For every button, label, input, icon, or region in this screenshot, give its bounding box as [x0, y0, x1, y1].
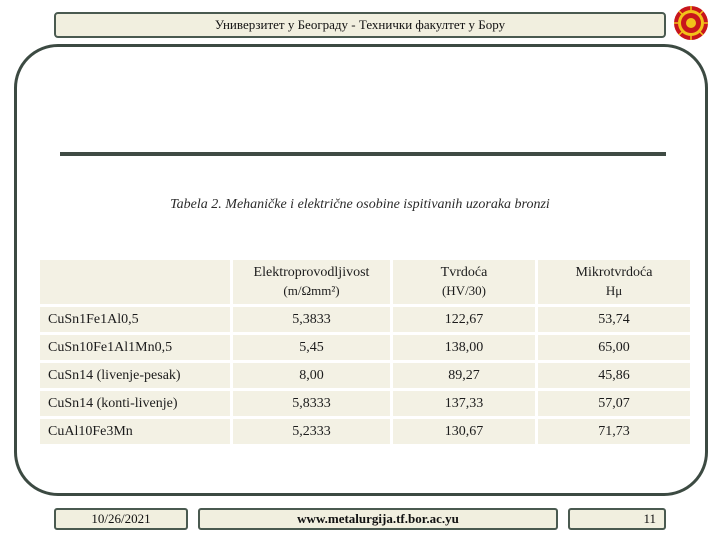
footer-url-box	[198, 508, 558, 530]
conductivity-cell: 5,2333	[230, 419, 390, 444]
conductivity-cell: 5,8333	[230, 391, 390, 416]
table-caption: Tabela 2. Mehaničke i električne osobine ispitivanih uzoraka bronzi	[170, 197, 550, 212]
header-sample-cell	[40, 260, 230, 304]
page-number: 11	[643, 511, 656, 526]
title-divider-rule	[60, 152, 666, 156]
table-row	[40, 307, 690, 332]
header-conductivity	[230, 260, 390, 304]
university-logo-icon	[672, 4, 710, 42]
header-hardness-unit: (HV/30)	[441, 283, 487, 298]
header-microhardness	[535, 260, 690, 304]
microhardness-cell: 53,74	[535, 307, 690, 332]
conductivity-cell: 5,3833	[230, 307, 390, 332]
footer-page-box	[568, 508, 666, 530]
table-row	[40, 391, 690, 416]
table-row	[40, 363, 690, 388]
footer-url: www.metalurgija.tf.bor.ac.yu	[297, 511, 459, 526]
conductivity-cell: 5,45	[230, 335, 390, 360]
sample-name-cell: CuSn10Fe1Al1Mn0,5	[40, 335, 230, 360]
sample-name-cell: CuSn1Fe1Al0,5	[40, 307, 230, 332]
microhardness-cell: 71,73	[535, 419, 690, 444]
table-header-row	[40, 260, 690, 304]
header-title-box	[54, 12, 666, 38]
header-title: Универзитет у Београду - Технички факултет у Бору	[214, 17, 506, 32]
footer-date-box	[54, 508, 188, 530]
table-row	[40, 335, 690, 360]
conductivity-cell: 8,00	[230, 363, 390, 388]
table-row	[40, 419, 690, 444]
hardness-cell: 122,67	[390, 307, 535, 332]
header-hardness-name: Tvrdoća	[440, 265, 488, 280]
hardness-cell: 137,33	[390, 391, 535, 416]
header-hardness	[390, 260, 535, 304]
header-microhardness-name: Mikrotvrdoća	[575, 265, 653, 280]
header-conductivity-unit: (m/Ωmm²)	[283, 283, 340, 298]
hardness-cell: 138,00	[390, 335, 535, 360]
footer-date: 10/26/2021	[91, 511, 151, 526]
sample-name-cell: CuAl10Fe3Mn	[40, 419, 230, 444]
microhardness-cell: 45,86	[535, 363, 690, 388]
sample-name-cell: CuSn14 (konti-livenje)	[40, 391, 230, 416]
header-conductivity-name: Elektroprovodljivost	[253, 265, 370, 280]
hardness-cell: 130,67	[390, 419, 535, 444]
header-microhardness-unit: Hμ	[605, 283, 623, 298]
microhardness-cell: 57,07	[535, 391, 690, 416]
sample-name-cell: CuSn14 (livenje-pesak)	[40, 363, 230, 388]
properties-table	[40, 257, 690, 447]
microhardness-cell: 65,00	[535, 335, 690, 360]
hardness-cell: 89,27	[390, 363, 535, 388]
